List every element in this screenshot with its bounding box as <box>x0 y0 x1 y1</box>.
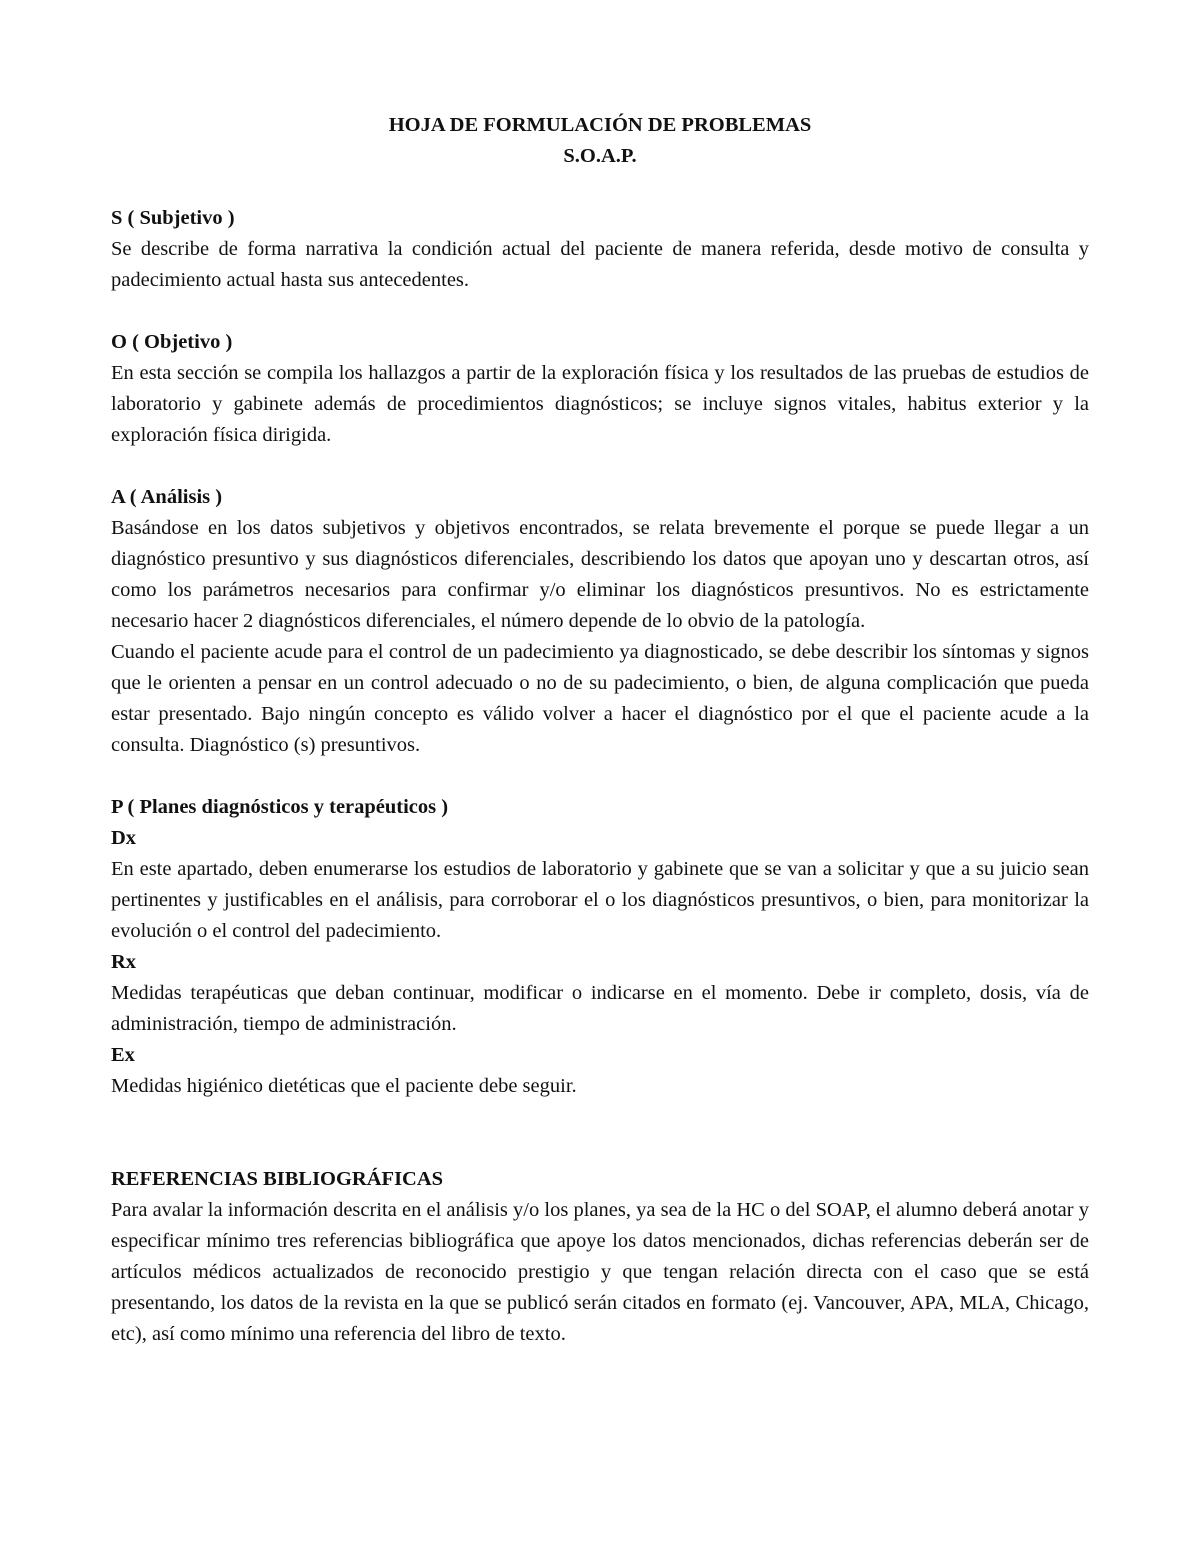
dx-label: Dx <box>111 827 137 849</box>
spacer <box>111 296 1089 327</box>
references-heading: REFERENCIAS BIBLIOGRÁFICAS <box>111 1168 444 1190</box>
section-heading-objetivo: O ( Objetivo ) <box>111 331 233 353</box>
dx-text: En este apartado, deben enumerarse los estudios de laboratorio y gabinete que se van a solicitar y que a su juicio sean pertinentes y justificables en el análisis, para corroborar el o los diagnósticos presuntivos, o bien, para monitorizar la evolución o el control del padecimiento. <box>111 858 1089 942</box>
section-objetivo <box>111 327 1089 451</box>
rx-text: Medidas terapéuticas que deban continuar, modificar o indicarse en el momento. Debe ir completo, dosis, vía de administración, tiempo de administración. <box>111 982 1089 1035</box>
section-heading-analisis: A ( Análisis ) <box>111 486 223 508</box>
section-subjetivo <box>111 203 1089 296</box>
document-subtitle: S.O.A.P. <box>563 145 637 167</box>
document-body <box>111 110 1089 1350</box>
section-text-subjetivo: Se describe de forma narrativa la condición actual del paciente de manera referida, desde motivo de consulta y padecimiento actual hasta sus antecedentes. <box>111 238 1089 291</box>
document-title: HOJA DE FORMULACIÓN DE PROBLEMAS <box>388 114 812 136</box>
section-heading-planes: P ( Planes diagnósticos y terapéuticos ) <box>111 796 449 818</box>
ex-label: Ex <box>111 1044 135 1066</box>
section-heading-subjetivo: S ( Subjetivo ) <box>111 207 235 229</box>
spacer <box>111 451 1089 482</box>
ex-text: Medidas higiénico dietéticas que el paciente debe seguir. <box>111 1075 577 1097</box>
rx-label: Rx <box>111 951 137 973</box>
section-text-analisis-1: Basándose en los datos subjetivos y objetivos encontrados, se relata brevemente el porque se puede llegar a un diagnóstico presuntivo y sus diagnósticos diferenciales, describiendo los datos que apoyan uno y descartan otros, así como los parámetros necesarios para confirmar y/o eliminar los diagnósticos presuntivos. No es estrictamente necesario hacer 2 diagnósticos diferenciales, el número depende de lo obvio de la patología. <box>111 517 1089 632</box>
section-references <box>111 1164 1089 1350</box>
references-text: Para avalar la información descrita en el análisis y/o los planes, ya sea de la HC o del SOAP, el alumno deberá anotar y especificar mínimo tres referencias bibliográfica que apoye los datos mencionados, dichas referencias deberán ser de artículos médicos actualizados de reconocido prestigio y que tengan relación directa con el caso que se está presentando, los datos de la revista en la que se publicó serán citados en formato (ej. Vancouver, APA, MLA, Chicago, etc), así como mínimo una referencia del libro de texto. <box>111 1199 1089 1345</box>
section-text-analisis-2: Cuando el paciente acude para el control de un padecimiento ya diagnosticado, se debe describir los síntomas y signos que le orienten a pensar en un control adecuado o no de su padecimiento, o bien, de alguna complicación que pueda estar presentado. Bajo ningún concepto es válido volver a hacer el diagnóstico por el que el paciente acude a la consulta. Diagnóstico (s) presuntivos. <box>111 641 1089 756</box>
section-analisis <box>111 482 1089 761</box>
section-planes <box>111 792 1089 1102</box>
spacer <box>111 1102 1089 1164</box>
section-text-objetivo: En esta sección se compila los hallazgos a partir de la exploración física y los resultados de las pruebas de estudios de laboratorio y gabinete además de procedimientos diagnósticos; se incluye signos vitales, habitus exterior y la exploración física dirigida. <box>111 362 1089 446</box>
spacer <box>111 761 1089 792</box>
